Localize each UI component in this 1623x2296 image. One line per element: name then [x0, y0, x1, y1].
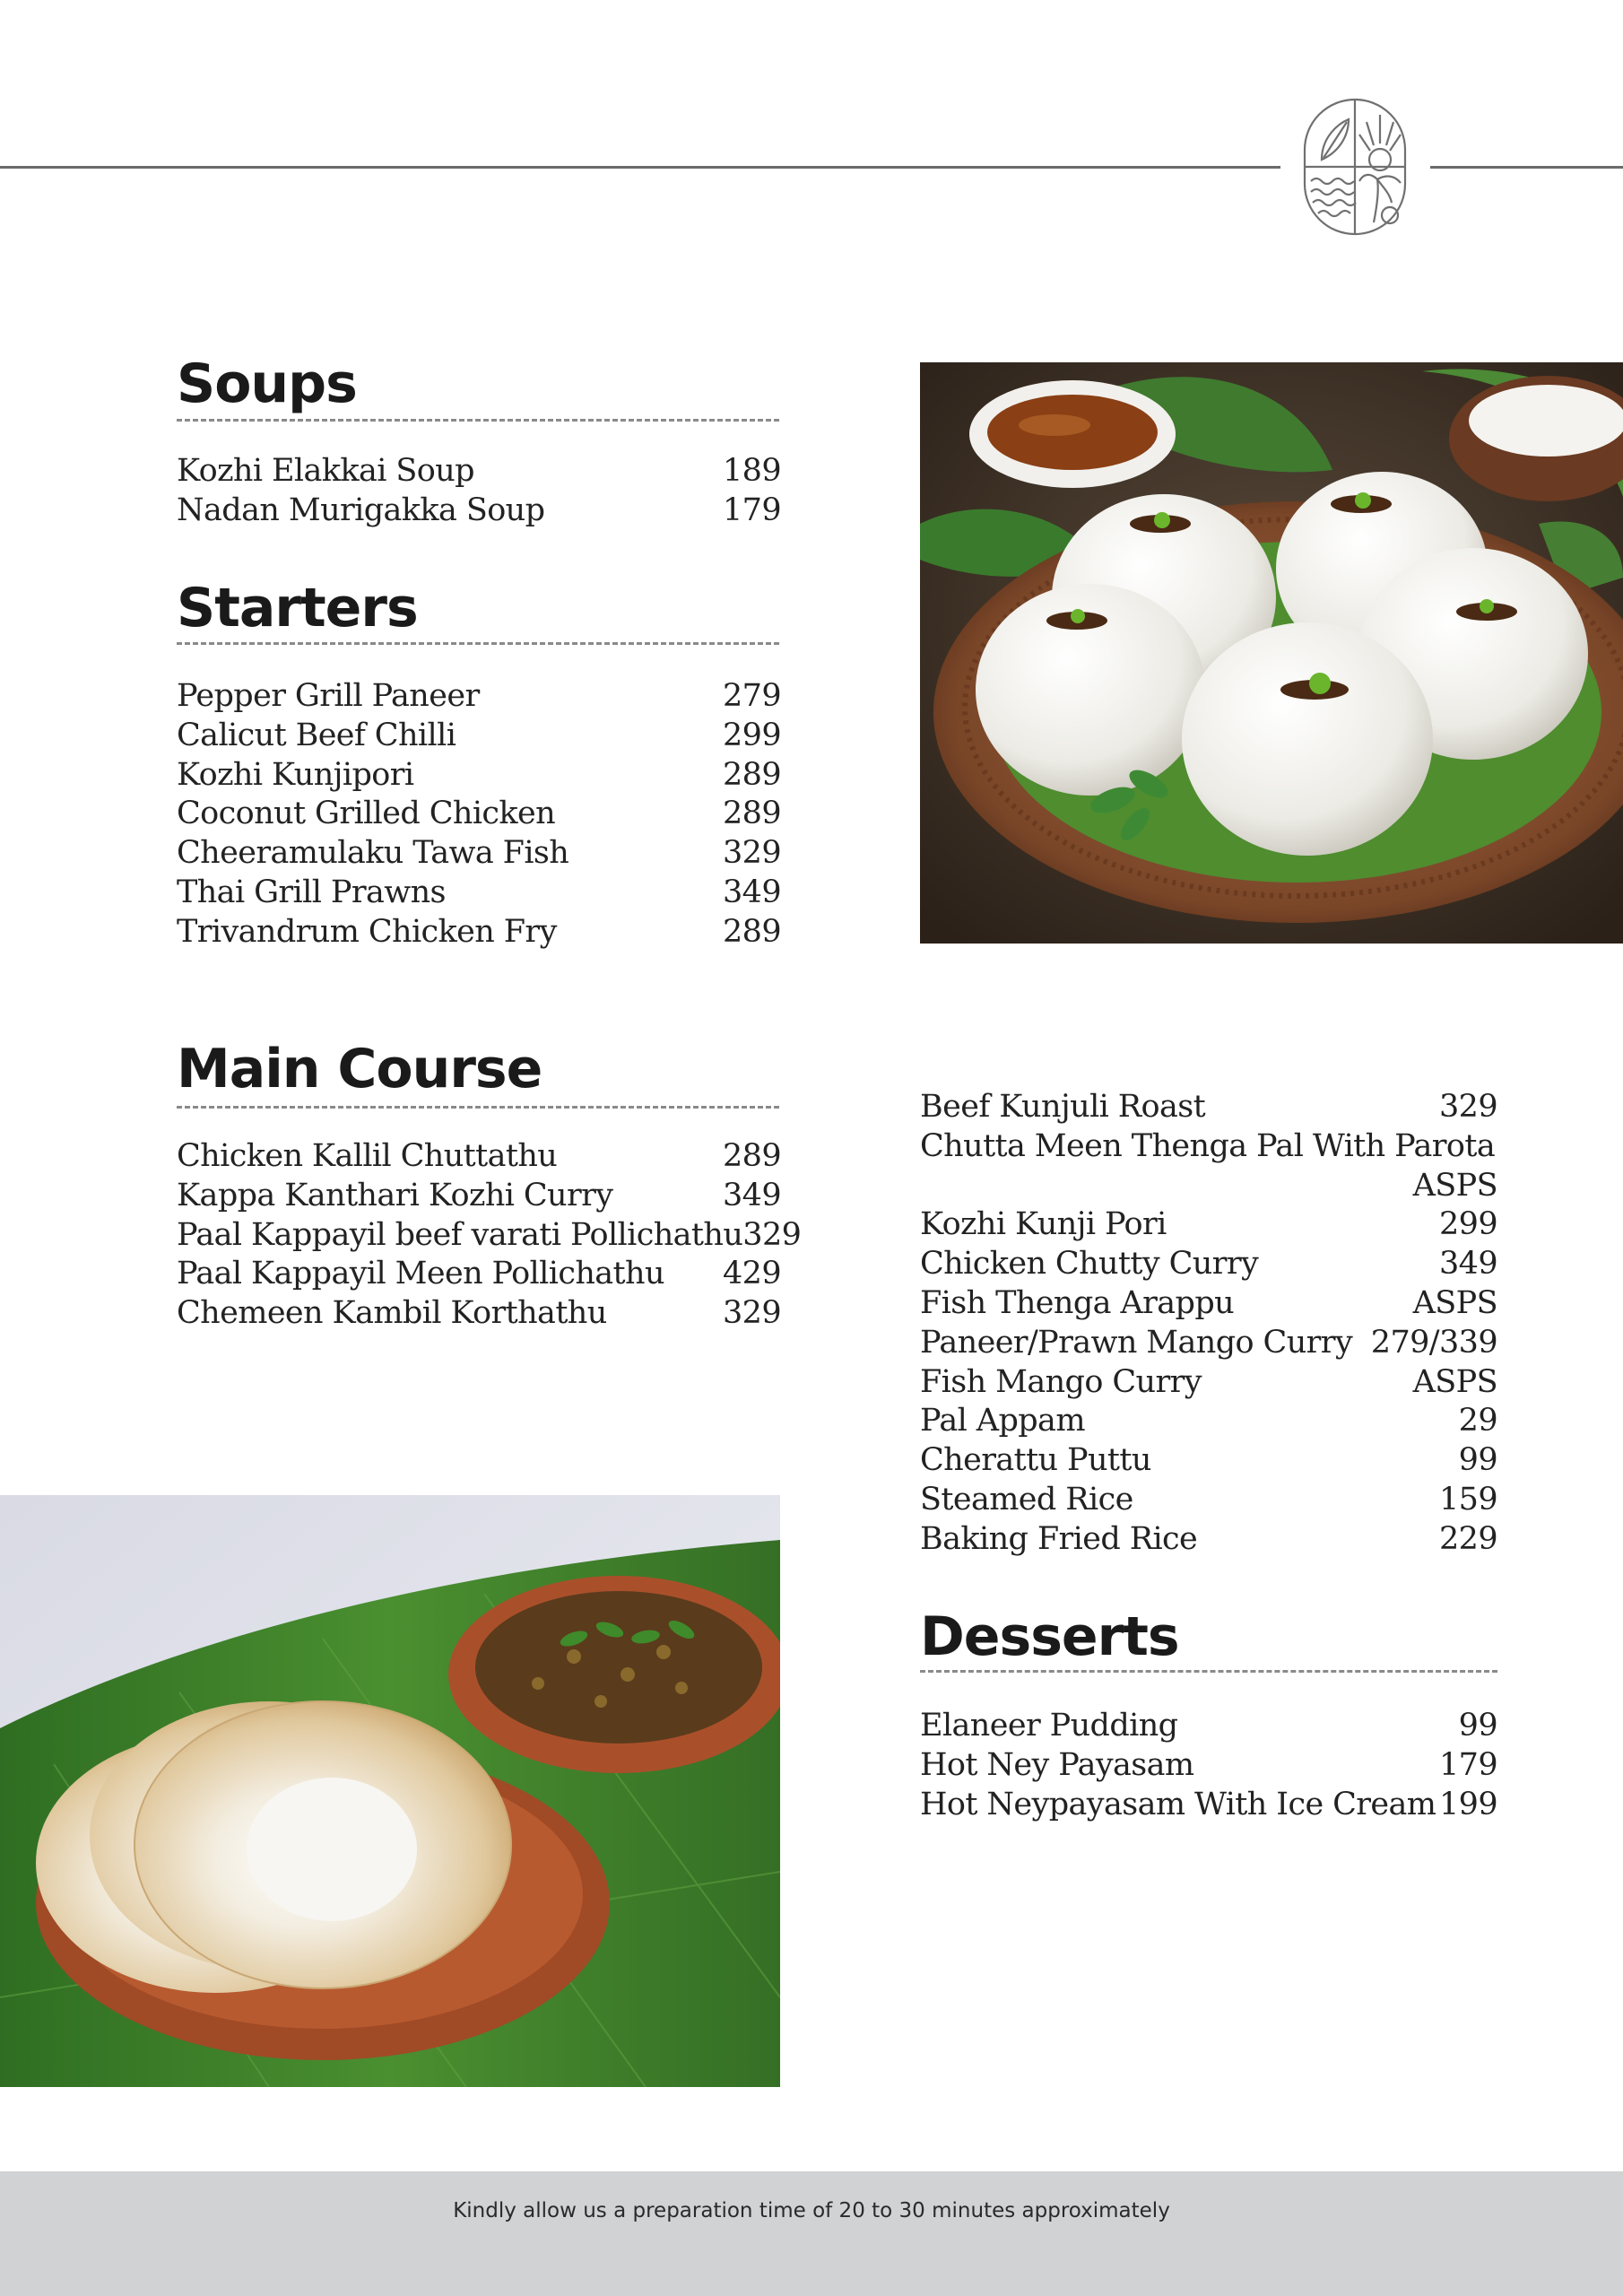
menu-item: Elaneer Pudding 99: [920, 1708, 1497, 1744]
section-divider: [177, 1106, 779, 1109]
menu-item: Paal Kappayil Meen Pollichathu 429: [177, 1256, 781, 1292]
menu-item: Kozhi Kunjipori 289: [177, 756, 781, 793]
menu-item: Kozhi Kunji Pori 299: [920, 1206, 1497, 1243]
section-title-desserts: Desserts: [920, 1605, 1179, 1668]
menu-item: Chicken Chutty Curry 349: [920, 1246, 1497, 1283]
menu-item: Chemeen Kambil Korthathu 329: [177, 1295, 781, 1332]
menu-item: Baking Fried Rice 229: [920, 1520, 1497, 1557]
menu-item: Pal Appam 29: [920, 1403, 1497, 1439]
section-divider: [177, 642, 779, 645]
menu-item: Paneer/Prawn Mango Curry 279/339: [920, 1324, 1497, 1361]
menu-item: Hot Neypayasam With Ice Cream 199: [920, 1786, 1497, 1822]
menu-item: Trivandrum Chicken Fry 289: [177, 913, 781, 950]
footer-bar: [0, 2171, 1623, 2296]
section-divider: [177, 419, 779, 422]
menu-item: Fish Mango Curry ASPS: [920, 1363, 1497, 1400]
header-rule-right: [1430, 166, 1623, 169]
section-title-soups: Soups: [177, 352, 357, 415]
menu-item: Beef Kunjuli Roast 329: [920, 1089, 1497, 1125]
menu-item: Chicken Kallil Chuttathu 289: [177, 1138, 781, 1174]
menu-item: Calicut Beef Chilli 299: [177, 717, 781, 753]
menu-item: Steamed Rice 159: [920, 1481, 1497, 1518]
menu-list-soups: [177, 452, 781, 531]
footer-note: Kindly allow us a preparation time of 20 to 30 minutes approximately: [453, 2199, 1170, 2222]
menu-item: Kappa Kanthari Kozhi Curry 349: [177, 1177, 781, 1213]
menu-list-desserts: [920, 1707, 1497, 1824]
section-title-main-course: Main Course: [177, 1038, 542, 1100]
menu-item: Cheeramulaku Tawa Fish 329: [177, 835, 781, 872]
menu-item: Cherattu Puttu 99: [920, 1442, 1497, 1479]
menu-item: Coconut Grilled Chicken 289: [177, 796, 781, 832]
menu-item: Fish Thenga Arappu ASPS: [920, 1284, 1497, 1321]
menu-item: Paal Kappayil beef varati Pollichathu 329: [177, 1216, 802, 1253]
menu-list-main-course: [177, 1137, 802, 1334]
menu-list-starters: [177, 677, 781, 952]
menu-item: Kozhi Elakkai Soup 189: [177, 453, 781, 489]
menu-item: Pepper Grill Paneer 279: [177, 678, 781, 714]
idli-plate-photo: [920, 362, 1623, 944]
menu-list-main-course-continued: [920, 1088, 1497, 1560]
menu-item: Chutta Meen Thenga Pal With Parota ASPS: [920, 1127, 1497, 1204]
menu-item: Thai Grill Prawns 349: [177, 874, 781, 910]
appam-curry-photo: [0, 1495, 780, 2087]
menu-item: Hot Ney Payasam 179: [920, 1746, 1497, 1783]
menu-item: Nadan Murigakka Soup 179: [177, 491, 781, 528]
header-rule-left: [0, 166, 1280, 169]
restaurant-logo-icon: [1302, 97, 1408, 237]
section-title-starters: Starters: [177, 577, 418, 639]
section-divider: [920, 1670, 1497, 1673]
